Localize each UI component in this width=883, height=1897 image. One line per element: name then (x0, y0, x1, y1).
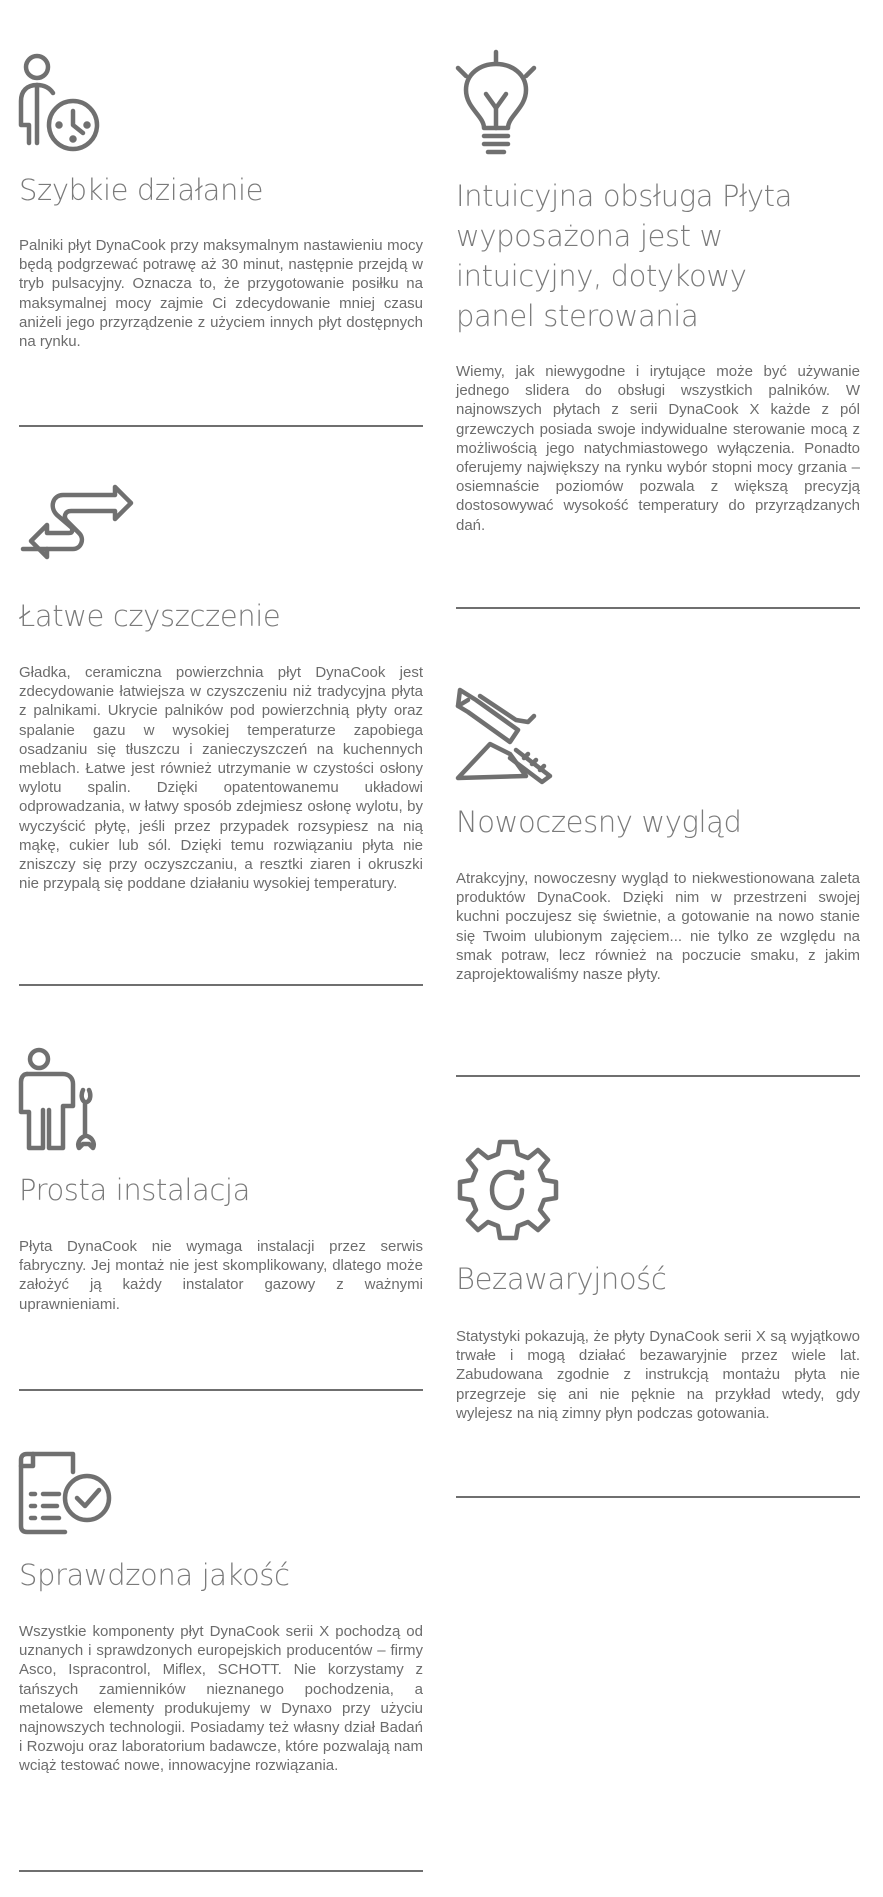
divider (19, 1870, 423, 1872)
divider (19, 425, 423, 427)
lightbulb-icon (456, 52, 536, 158)
feature-title: Nowoczesny wygląd (456, 805, 742, 839)
feature-title: Intuicyjna obsługa Płyta wyposażona jest w intuicyjny, dotykowy panel sterowania (456, 179, 792, 333)
feature-description: Gładka, ceramiczna powierzchnia płyt DynaCook jest zdecydowanie łatwiejsza w czyszczeniu niż tradycyjna płyta z palnikami. Ukrycie palników pod powierzchnią płyty oraz spalanie gazu w wysokiej temperaturze zapobiega osadzaniu się tłuszczu i zanieczyszczeń na kuchennych meblach. Łatwe jest również utrzymanie w czystości osłony wylotu spalin. Dzięki opatentowanemu układowi odprowadzania, w łatwy sposób zdejmiesz osłonę wylotu, by wyczyścić płytę, jeśli przez przypadek rozsypiesz na nią mąkę, cukier lub sól. Dzięki temu rozwiązaniu płyta nie zniszczy się przy oczyszczaniu, a resztki ziaren i okruszki nie przypalą się poddane działaniu wysokiej temperatury. (19, 664, 423, 893)
divider (456, 1075, 860, 1077)
divider (456, 1496, 860, 1498)
swap-arrows-icon (19, 487, 133, 577)
feature-title: Bezawaryjność (456, 1262, 667, 1296)
feature-description: Płyta DynaCook nie wymaga instalacji przez serwis fabryczny. Jej montaż nie jest skomplikowany, dlatego może założyć ją każdy instalator gazowy z ważnymi uprawnieniami. (19, 1238, 423, 1313)
feature-description: Statystyki pokazują, że płyty DynaCook serii X są wyjątkowo trwałe i mogą działać bezawaryjnie przez wiele lat. Zabudowana zgodnie z instrukcją montażu płyta nie przegrzeje się ani nie pęknie na przykład wtedy, gdy wylejesz na nią zimny płyn podczas gotowania. (456, 1328, 860, 1422)
pencil-ruler-icon (456, 688, 556, 782)
feature-title: Szybkie działanie (19, 173, 264, 207)
feature-title: Sprawdzona jakość (19, 1558, 290, 1592)
divider (19, 984, 423, 986)
feature-title: Prosta instalacja (19, 1173, 250, 1207)
divider (19, 1389, 423, 1391)
feature-description: Wiemy, jak niewygodne i irytujące może być używanie jednego slidera do obsługi wszystkich palników. W najnowszych płytach z serii DynaCook X każde z pól grzewczych posiada swoje indywidualne sterowanie mocą z możliwością jego natychmiastowego wyłączenia. Ponadto oferujemy największy na rynku wybór stopni mocy grzania – osiemnaście poziomów pozwala z większą precyzją dostosowywać wysokość temperatury do przyrządzanych dań. (456, 363, 860, 534)
person-wrench-icon (19, 1048, 99, 1152)
feature-description: Palniki płyt DynaCook przy maksymalnym nastawieniu mocy będą podgrzewać potrawę aż 30 minut, następnie przejdą w tryb pulsacyjny. Oznacza to, że przygotowanie posiłku na maksymalnej mocy zajmie Ci zdecydowanie mniej czasu aniżeli jego przyrządzenie z użyciem innych płyt dostępnych na rynku. (19, 237, 423, 351)
feature-description: Atrakcyjny, nowoczesny wygląd to niekwestionowana zaleta produktów DynaCook. Dzięki nim w przestrzeni swojej kuchni poczujesz się świetnie, a gotowanie na nowo stanie się Twoim ulubionym zajęciem... nie tylko ze względu na smak potraw, lecz również na poczucie smaku, z jakim zaprojektowaliśmy nasze płyty. (456, 870, 860, 984)
gear-icon (456, 1138, 560, 1242)
person-clock-icon (19, 53, 99, 153)
feature-description: Wszystkie komponenty płyt DynaCook serii X pochodzą od uznanych i sprawdzonych europejskich producentów – firmy Asco, Ispracontrol, Miflex, SCHOTT. Nie korzystamy z tańszych zamienników nieznanego pochodzenia, a metalowe elementy produkujemy w Dynaxo przy użyciu najnowszych technologii. Posiadamy też własny dział Badań i Rozwoju oraz laboratorium badawcze, które pozwalają nam wciąż testować nowe, innowacyjne rozwiązania. (19, 1623, 423, 1775)
document-check-icon (19, 1450, 113, 1538)
feature-title: Łatwe czyszczenie (19, 599, 281, 633)
divider (456, 607, 860, 609)
